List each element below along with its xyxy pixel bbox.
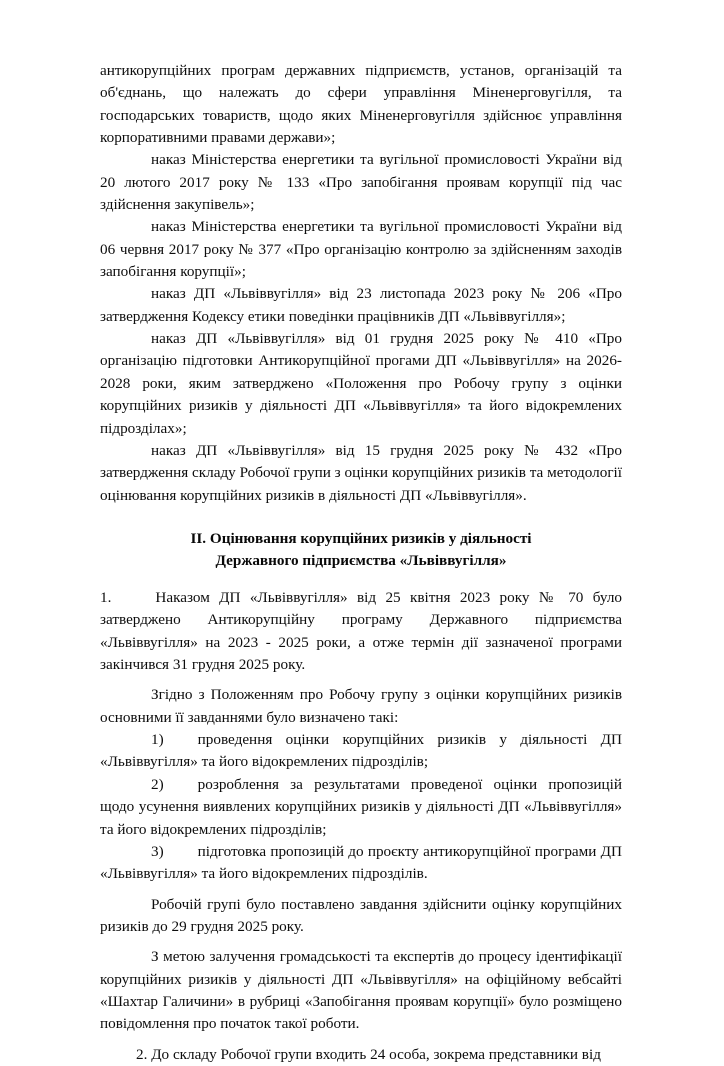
paragraph-deadline: Робочій групі було поставлено завдання здійснити оцінку корупційних ризиків до 29 грудня 2025 року. — [100, 895, 622, 935]
task-item-1-text: проведення оцінки корупційних ризиків у діяльності ДП «Львіввугілля» та його відокремлених підрозділів; — [100, 731, 622, 771]
task-item-3 — [100, 841, 622, 886]
spacer-after-heading — [100, 573, 622, 587]
paragraph-order-206: наказ ДП «Львіввугілля» від 23 листопада 2023 року № 206 «Про затвердження Кодексу етики поведінки працівників ДП «Львіввугілля»; — [100, 285, 622, 325]
paragraph-order-133: наказ Міністерства енергетики та вугільної промисловості України від 20 лютого 2017 року № 133 «Про запобігання проявам корупції під час здійснення закупівель»; — [100, 151, 622, 214]
numbered-item-1-text: Наказом ДП «Львіввугілля» від 25 квітня 2023 року № 70 було затверджено Антикорупційну програму Державного підприємства «Львіввугілля» на 2023 - 2025 роки, а отже термін дії зазначеної програми закінчився 31 грудня 2025 року. — [100, 589, 622, 674]
paragraph-tasks-intro: Згідно з Положенням про Робочу групу з оцінки корупційних ризиків основними її завданнями було визначено такі: — [100, 686, 622, 726]
spacer-before-heading — [100, 507, 622, 528]
section-heading-line-1: II. Оцінювання корупційних ризиків у діяльності — [190, 529, 532, 547]
spacer-before-publicity — [100, 938, 622, 946]
paragraph-order-410: наказ ДП «Львіввугілля» від 01 грудня 2025 року № 410 «Про організацію підготовки Антикорупційної прогами ДП «Львіввугілля» на 2026-2028 роки, яким затверджено «Положення про Робочу групу з оцінки корупційних ризиків у діяльності ДП «Львіввугілля» та його відокремлених підрозділах»; — [100, 330, 622, 437]
section-heading-line-2: Державного підприємства «Львіввугілля» — [215, 552, 507, 570]
task-item-1 — [100, 729, 622, 774]
task-item-2 — [100, 774, 622, 841]
paragraph-publicity: З метою залучення громадськості та експертів до процесу ідентифікації корупційних ризиків у діяльності ДП «Львіввугілля» на офіційному вебсайті «Шахтар Галичини» в рубриці «Запобігання проявам корупції» було розміщено повідомлення про початок такої роботи. — [100, 948, 622, 1033]
spacer-before-item-2 — [100, 1036, 622, 1044]
task-item-2-marker: 2) — [151, 775, 164, 793]
task-item-3-text: підготовка пропозицій до проєкту антикорупційної програми ДП «Львіввугілля» та його відокремлених підрозділів. — [100, 842, 622, 883]
paragraph-continuation: антикорупційних програм державних підприємств, установ, організацій та об'єднань, що належать до сфери управління Міненерговугілля, та господарських товариств, щодо яких Міненерговугілля здійснює управління корпоративними правами держави»; — [100, 62, 622, 147]
section-heading — [100, 528, 622, 573]
paragraph-order-377: наказ Міністерства енергетики та вугільної промисловості України від 06 червня 2017 року № 377 «Про організацію контролю за здійсненням заходів запобігання корупції»; — [100, 218, 622, 281]
paragraph-order-432: наказ ДП «Львіввугілля» від 15 грудня 2025 року № 432 «Про затвердження складу Робочої групи з оцінки корупційних ризиків та методології оцінювання корупційних ризиків в діяльності ДП «Львіввугілля». — [100, 441, 622, 504]
numbered-item-1 — [100, 587, 622, 676]
page-content — [100, 60, 622, 1066]
task-item-3-marker: 3) — [151, 842, 164, 860]
spacer-before-deadline — [100, 886, 622, 894]
numbered-item-1-marker: 1. — [100, 589, 112, 607]
task-item-1-marker: 1) — [151, 731, 164, 749]
numbered-item-2: 2. До складу Робочої групи входить 24 особа, зокрема представники від — [136, 1045, 601, 1063]
spacer-before-tasks-intro — [100, 676, 622, 684]
task-item-2-text: розроблення за результатами проведеної оцінки пропозицій щодо усунення виявлених корупційних ризиків у діяльності ДП «Львіввугілля» та його відокремлених підрозділів; — [100, 775, 622, 838]
